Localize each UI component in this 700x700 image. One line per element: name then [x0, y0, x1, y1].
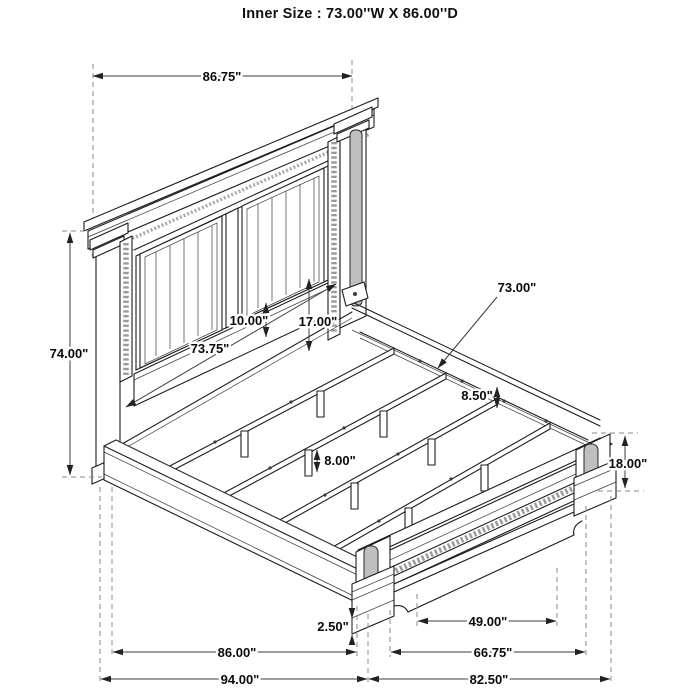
dimension-label: 18.00": [608, 456, 648, 471]
dim-inner-width: [438, 280, 536, 368]
dimension-label: 82.50": [469, 672, 509, 687]
dimension-label: 86.00": [217, 645, 257, 660]
slat-leg: [380, 411, 387, 437]
page-title: Inner Size : 73.00''W X 86.00''D: [241, 6, 459, 22]
dim-footboard-panel-width: [418, 614, 556, 629]
dim-foot-base-height: [317, 609, 352, 644]
slat-leg: [428, 439, 435, 465]
right-post-pilaster: [350, 130, 362, 306]
dim-footboard-inner-width: [391, 645, 585, 660]
dim-slat-leg-height: [317, 450, 356, 472]
dimension-label: 17.00": [298, 314, 338, 329]
dimension-label: 66.75": [473, 645, 513, 660]
dimension-label: 49.00": [468, 614, 508, 629]
slat-leg: [481, 465, 488, 491]
dimension-label: 8.00": [324, 453, 356, 468]
dim-headboard-height: [50, 231, 102, 477]
dim-overall-depth: [101, 672, 367, 687]
headboard: [84, 98, 378, 484]
slat-leg: [305, 450, 312, 476]
dim-inner-depth: [113, 645, 356, 660]
dimension-label: 2.50": [317, 619, 349, 634]
dim-overall-width: [369, 672, 610, 687]
dimension-label: 74.00": [49, 346, 89, 361]
dimension-label: 86.75": [202, 69, 242, 84]
slat-leg: [317, 391, 324, 417]
headboard-center-stile: [226, 208, 238, 328]
slat-leg: [241, 431, 248, 457]
slat-leg: [351, 483, 358, 509]
dimension-label: 10.00": [229, 313, 269, 328]
dimension-label: 73.75": [190, 341, 230, 356]
dimension-label: 73.00": [497, 280, 537, 295]
dimension-label: 8.50": [461, 388, 493, 403]
dimension-label: 94.00": [220, 672, 260, 687]
slat: [220, 373, 446, 501]
